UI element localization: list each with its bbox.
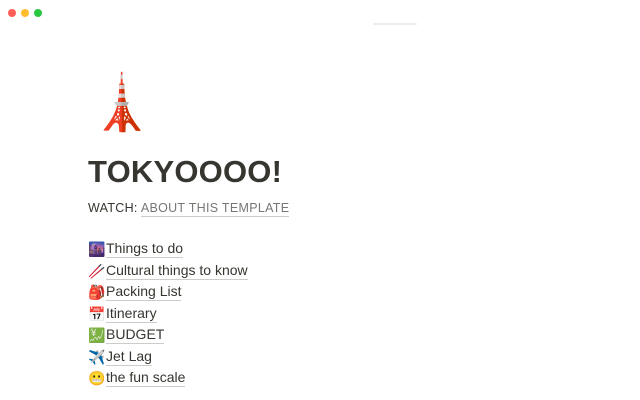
- page-content: [88, 72, 548, 392]
- watch-label: WATCH:: [88, 201, 138, 216]
- page-link-fun-scale[interactable]: [88, 370, 548, 386]
- page-link-budget[interactable]: [88, 327, 548, 343]
- cityscape-at-dusk-icon: 🌆: [88, 241, 106, 258]
- watch-line: [88, 201, 548, 215]
- top-placeholder-bar: [373, 23, 417, 25]
- page-link-label: the fun scale: [106, 369, 186, 386]
- grimacing-face-icon: 😬: [88, 370, 106, 387]
- backpack-icon: 🎒: [88, 284, 106, 301]
- about-template-link[interactable]: ABOUT THIS TEMPLATE: [140, 201, 290, 216]
- page-link-label: Packing List: [106, 283, 182, 300]
- calendar-icon: 📅: [88, 305, 106, 322]
- page-link-label: Things to do: [106, 240, 184, 257]
- page-link-label: Cultural things to know: [106, 261, 248, 278]
- page-title[interactable]: TOKYOOOO!: [88, 154, 283, 189]
- page-link-cultural-things[interactable]: [88, 263, 548, 279]
- tokyo-tower-page-icon[interactable]: 🗼: [88, 73, 156, 133]
- page-link-label: BUDGET: [106, 326, 165, 343]
- chart-increasing-yen-icon: 💹: [88, 327, 106, 344]
- zoom-button[interactable]: [34, 9, 42, 17]
- page-link-packing-list[interactable]: [88, 284, 548, 300]
- close-button[interactable]: [8, 9, 16, 17]
- page-link-list: [88, 241, 548, 386]
- page-link-label: Itinerary: [106, 304, 157, 321]
- page-link-jet-lag[interactable]: [88, 349, 548, 365]
- minimize-button[interactable]: [21, 9, 29, 17]
- page-link-itinerary[interactable]: [88, 306, 548, 322]
- window-controls: [8, 9, 42, 17]
- airplane-icon: ✈️: [88, 348, 106, 365]
- page-link-label: Jet Lag: [106, 347, 152, 364]
- chopsticks-icon: 🥢: [88, 262, 106, 279]
- page-link-things-to-do[interactable]: [88, 241, 548, 257]
